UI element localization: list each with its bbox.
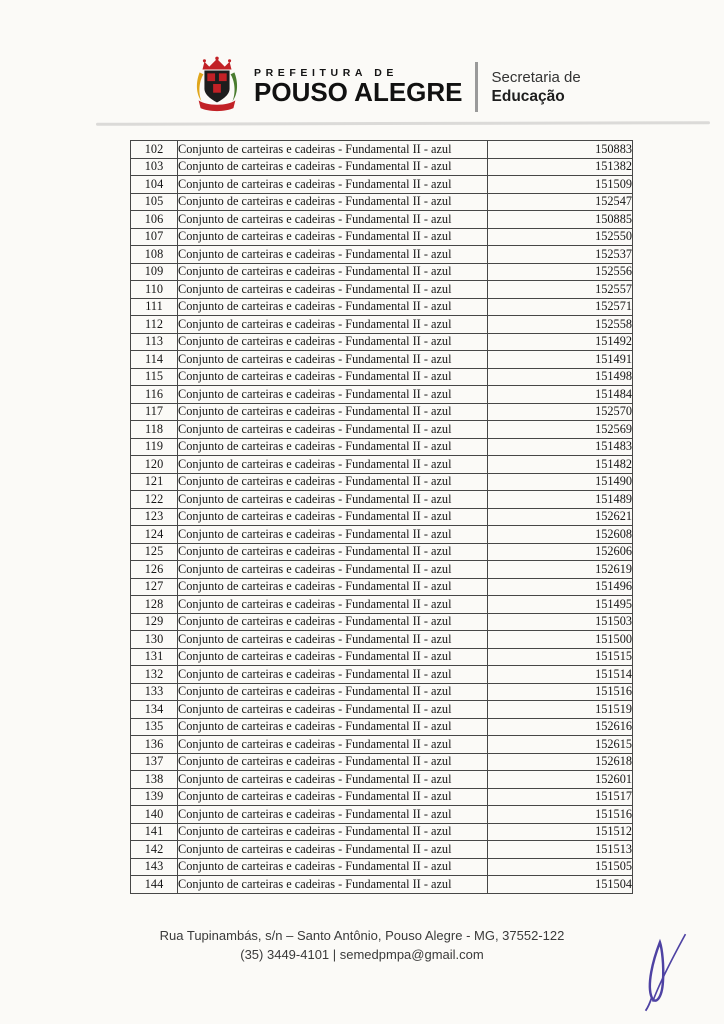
row-number: 142 bbox=[131, 841, 178, 859]
row-number: 129 bbox=[131, 613, 178, 631]
row-number: 136 bbox=[131, 736, 178, 754]
table-row bbox=[131, 491, 633, 509]
row-serial: 151513 bbox=[488, 841, 633, 859]
row-description: Conjunto de carteiras e cadeiras - Fundamental II - azul bbox=[178, 631, 488, 649]
row-serial: 151500 bbox=[488, 631, 633, 649]
row-number: 126 bbox=[131, 561, 178, 579]
table-row bbox=[131, 578, 633, 596]
row-number: 106 bbox=[131, 211, 178, 229]
row-description: Conjunto de carteiras e cadeiras - Fundamental II - azul bbox=[178, 596, 488, 614]
footer-address: Rua Tupinambás, s/n – Santo Antônio, Pouso Alegre - MG, 37552-122 bbox=[159, 928, 565, 943]
inventory-table bbox=[130, 140, 633, 894]
table-row bbox=[131, 263, 633, 281]
table-row bbox=[131, 823, 633, 841]
row-number: 130 bbox=[131, 631, 178, 649]
row-description: Conjunto de carteiras e cadeiras - Fundamental II - azul bbox=[178, 806, 488, 824]
row-serial: 151517 bbox=[488, 788, 633, 806]
row-serial: 152556 bbox=[488, 263, 633, 281]
row-description: Conjunto de carteiras e cadeiras - Fundamental II - azul bbox=[178, 421, 488, 439]
table-row bbox=[131, 718, 633, 736]
row-description: Conjunto de carteiras e cadeiras - Fundamental II - azul bbox=[178, 683, 488, 701]
table-row bbox=[131, 316, 633, 334]
table-row bbox=[131, 193, 633, 211]
row-serial: 151512 bbox=[488, 823, 633, 841]
row-serial: 151515 bbox=[488, 648, 633, 666]
table-row bbox=[131, 456, 633, 474]
row-description: Conjunto de carteiras e cadeiras - Fundamental II - azul bbox=[178, 561, 488, 579]
table-row bbox=[131, 631, 633, 649]
table-row bbox=[131, 438, 633, 456]
row-description: Conjunto de carteiras e cadeiras - Fundamental II - azul bbox=[178, 823, 488, 841]
table-row bbox=[131, 473, 633, 491]
secretariat-line2: Educação bbox=[491, 87, 565, 105]
table-row bbox=[131, 561, 633, 579]
table-row bbox=[131, 141, 633, 159]
row-number: 116 bbox=[131, 386, 178, 404]
table-row bbox=[131, 228, 633, 246]
table-row bbox=[131, 421, 633, 439]
row-description: Conjunto de carteiras e cadeiras - Fundamental II - azul bbox=[178, 648, 488, 666]
row-number: 124 bbox=[131, 526, 178, 544]
row-serial: 151382 bbox=[488, 158, 633, 176]
row-serial: 151484 bbox=[488, 386, 633, 404]
header bbox=[188, 55, 581, 118]
row-serial: 151496 bbox=[488, 578, 633, 596]
row-description: Conjunto de carteiras e cadeiras - Fundamental II - azul bbox=[178, 351, 488, 369]
row-serial: 152621 bbox=[488, 508, 633, 526]
row-description: Conjunto de carteiras e cadeiras - Fundamental II - azul bbox=[178, 736, 488, 754]
row-serial: 152601 bbox=[488, 771, 633, 789]
row-description: Conjunto de carteiras e cadeiras - Fundamental II - azul bbox=[178, 543, 488, 561]
table-row bbox=[131, 753, 633, 771]
row-number: 113 bbox=[131, 333, 178, 351]
row-number: 141 bbox=[131, 823, 178, 841]
brand-wordmark bbox=[254, 67, 463, 106]
row-description: Conjunto de carteiras e cadeiras - Fundamental II - azul bbox=[178, 228, 488, 246]
row-number: 144 bbox=[131, 876, 178, 894]
table-row bbox=[131, 683, 633, 701]
row-serial: 150883 bbox=[488, 141, 633, 159]
row-serial: 152616 bbox=[488, 718, 633, 736]
row-number: 107 bbox=[131, 228, 178, 246]
row-number: 143 bbox=[131, 858, 178, 876]
row-description: Conjunto de carteiras e cadeiras - Fundamental II - azul bbox=[178, 578, 488, 596]
row-number: 127 bbox=[131, 578, 178, 596]
row-serial: 151519 bbox=[488, 701, 633, 719]
row-serial: 151503 bbox=[488, 613, 633, 631]
row-serial: 151498 bbox=[488, 368, 633, 386]
row-description: Conjunto de carteiras e cadeiras - Fundamental II - azul bbox=[178, 368, 488, 386]
row-description: Conjunto de carteiras e cadeiras - Fundamental II - azul bbox=[178, 753, 488, 771]
row-serial: 151495 bbox=[488, 596, 633, 614]
row-serial: 151514 bbox=[488, 666, 633, 684]
row-description: Conjunto de carteiras e cadeiras - Fundamental II - azul bbox=[178, 298, 488, 316]
brand-line-pouso-alegre: POUSO ALEGRE bbox=[254, 77, 463, 107]
row-number: 120 bbox=[131, 456, 178, 474]
row-number: 125 bbox=[131, 543, 178, 561]
table-row bbox=[131, 246, 633, 264]
inventory-table-body bbox=[131, 141, 633, 894]
brand-line-prefeitura: PREFEITURA DE bbox=[254, 67, 398, 79]
row-description: Conjunto de carteiras e cadeiras - Fundamental II - azul bbox=[178, 263, 488, 281]
row-number: 131 bbox=[131, 648, 178, 666]
table-row bbox=[131, 648, 633, 666]
table-row bbox=[131, 333, 633, 351]
row-serial: 152537 bbox=[488, 246, 633, 264]
row-number: 121 bbox=[131, 473, 178, 491]
row-description: Conjunto de carteiras e cadeiras - Fundamental II - azul bbox=[178, 281, 488, 299]
row-description: Conjunto de carteiras e cadeiras - Fundamental II - azul bbox=[178, 246, 488, 264]
table-row bbox=[131, 158, 633, 176]
row-serial: 152557 bbox=[488, 281, 633, 299]
row-serial: 152615 bbox=[488, 736, 633, 754]
row-description: Conjunto de carteiras e cadeiras - Fundamental II - azul bbox=[178, 718, 488, 736]
row-number: 105 bbox=[131, 193, 178, 211]
table-row bbox=[131, 368, 633, 386]
row-number: 102 bbox=[131, 141, 178, 159]
row-number: 133 bbox=[131, 683, 178, 701]
row-description: Conjunto de carteiras e cadeiras - Fundamental II - azul bbox=[178, 211, 488, 229]
row-number: 117 bbox=[131, 403, 178, 421]
row-number: 104 bbox=[131, 176, 178, 194]
row-description: Conjunto de carteiras e cadeiras - Fundamental II - azul bbox=[178, 508, 488, 526]
row-number: 138 bbox=[131, 771, 178, 789]
table-row bbox=[131, 858, 633, 876]
row-serial: 151504 bbox=[488, 876, 633, 894]
table-row bbox=[131, 508, 633, 526]
row-number: 139 bbox=[131, 788, 178, 806]
row-serial: 150885 bbox=[488, 211, 633, 229]
table-row bbox=[131, 298, 633, 316]
row-description: Conjunto de carteiras e cadeiras - Fundamental II - azul bbox=[178, 193, 488, 211]
table-row bbox=[131, 281, 633, 299]
row-description: Conjunto de carteiras e cadeiras - Fundamental II - azul bbox=[178, 176, 488, 194]
table-row bbox=[131, 876, 633, 894]
row-number: 140 bbox=[131, 806, 178, 824]
row-serial: 152571 bbox=[488, 298, 633, 316]
row-description: Conjunto de carteiras e cadeiras - Fundamental II - azul bbox=[178, 158, 488, 176]
table-row bbox=[131, 176, 633, 194]
row-number: 115 bbox=[131, 368, 178, 386]
row-description: Conjunto de carteiras e cadeiras - Fundamental II - azul bbox=[178, 788, 488, 806]
row-number: 119 bbox=[131, 438, 178, 456]
row-description: Conjunto de carteiras e cadeiras - Fundamental II - azul bbox=[178, 491, 488, 509]
row-number: 122 bbox=[131, 491, 178, 509]
row-number: 137 bbox=[131, 753, 178, 771]
row-serial: 151489 bbox=[488, 491, 633, 509]
signature-stroke-diagonal bbox=[653, 934, 686, 1001]
row-serial: 151492 bbox=[488, 333, 633, 351]
table-row bbox=[131, 701, 633, 719]
table-row bbox=[131, 771, 633, 789]
row-description: Conjunto de carteiras e cadeiras - Fundamental II - azul bbox=[178, 613, 488, 631]
row-description: Conjunto de carteiras e cadeiras - Fundamental II - azul bbox=[178, 473, 488, 491]
row-serial: 151491 bbox=[488, 351, 633, 369]
table-row bbox=[131, 526, 633, 544]
table-row bbox=[131, 736, 633, 754]
signature-stroke-tail bbox=[646, 998, 652, 1011]
row-number: 128 bbox=[131, 596, 178, 614]
row-serial: 152547 bbox=[488, 193, 633, 211]
table-row bbox=[131, 666, 633, 684]
row-serial: 152619 bbox=[488, 561, 633, 579]
row-description: Conjunto de carteiras e cadeiras - Fundamental II - azul bbox=[178, 841, 488, 859]
row-serial: 151516 bbox=[488, 806, 633, 824]
table-row bbox=[131, 806, 633, 824]
row-description: Conjunto de carteiras e cadeiras - Fundamental II - azul bbox=[178, 438, 488, 456]
row-description: Conjunto de carteiras e cadeiras - Fundamental II - azul bbox=[178, 333, 488, 351]
footer bbox=[0, 926, 724, 964]
row-serial: 152550 bbox=[488, 228, 633, 246]
secretariat-label bbox=[492, 68, 581, 106]
row-serial: 152570 bbox=[488, 403, 633, 421]
row-serial: 152569 bbox=[488, 421, 633, 439]
table-row bbox=[131, 403, 633, 421]
row-description: Conjunto de carteiras e cadeiras - Fundamental II - azul bbox=[178, 526, 488, 544]
row-serial: 152618 bbox=[488, 753, 633, 771]
secretariat-line1: Secretaria de bbox=[491, 68, 581, 86]
table-row bbox=[131, 351, 633, 369]
table-row bbox=[131, 211, 633, 229]
table-row bbox=[131, 386, 633, 404]
header-divider bbox=[475, 62, 478, 112]
table-row bbox=[131, 543, 633, 561]
coat-of-arms-icon bbox=[188, 55, 246, 118]
row-description: Conjunto de carteiras e cadeiras - Fundamental II - azul bbox=[178, 701, 488, 719]
table-row bbox=[131, 596, 633, 614]
row-number: 112 bbox=[131, 316, 178, 334]
row-number: 118 bbox=[131, 421, 178, 439]
row-serial: 151490 bbox=[488, 473, 633, 491]
row-serial: 151505 bbox=[488, 858, 633, 876]
row-number: 103 bbox=[131, 158, 178, 176]
row-serial: 152606 bbox=[488, 543, 633, 561]
row-number: 123 bbox=[131, 508, 178, 526]
row-serial: 152608 bbox=[488, 526, 633, 544]
row-description: Conjunto de carteiras e cadeiras - Fundamental II - azul bbox=[178, 141, 488, 159]
row-description: Conjunto de carteiras e cadeiras - Fundamental II - azul bbox=[178, 666, 488, 684]
row-description: Conjunto de carteiras e cadeiras - Fundamental II - azul bbox=[178, 858, 488, 876]
row-number: 132 bbox=[131, 666, 178, 684]
row-description: Conjunto de carteiras e cadeiras - Fundamental II - azul bbox=[178, 456, 488, 474]
row-serial: 151516 bbox=[488, 683, 633, 701]
row-serial: 151483 bbox=[488, 438, 633, 456]
row-description: Conjunto de carteiras e cadeiras - Fundamental II - azul bbox=[178, 771, 488, 789]
table-row bbox=[131, 613, 633, 631]
row-number: 108 bbox=[131, 246, 178, 264]
row-serial: 151482 bbox=[488, 456, 633, 474]
row-description: Conjunto de carteiras e cadeiras - Fundamental II - azul bbox=[178, 403, 488, 421]
row-description: Conjunto de carteiras e cadeiras - Fundamental II - azul bbox=[178, 316, 488, 334]
table-row bbox=[131, 841, 633, 859]
row-serial: 151509 bbox=[488, 176, 633, 194]
row-description: Conjunto de carteiras e cadeiras - Fundamental II - azul bbox=[178, 386, 488, 404]
row-number: 114 bbox=[131, 351, 178, 369]
row-number: 135 bbox=[131, 718, 178, 736]
scan-artifact-line bbox=[96, 121, 710, 126]
row-number: 109 bbox=[131, 263, 178, 281]
row-number: 111 bbox=[131, 298, 178, 316]
row-serial: 152558 bbox=[488, 316, 633, 334]
footer-contact: (35) 3449-4101 | semedpmpa@gmail.com bbox=[240, 947, 484, 962]
row-number: 134 bbox=[131, 701, 178, 719]
row-description: Conjunto de carteiras e cadeiras - Fundamental II - azul bbox=[178, 876, 488, 894]
row-number: 110 bbox=[131, 281, 178, 299]
table-row bbox=[131, 788, 633, 806]
